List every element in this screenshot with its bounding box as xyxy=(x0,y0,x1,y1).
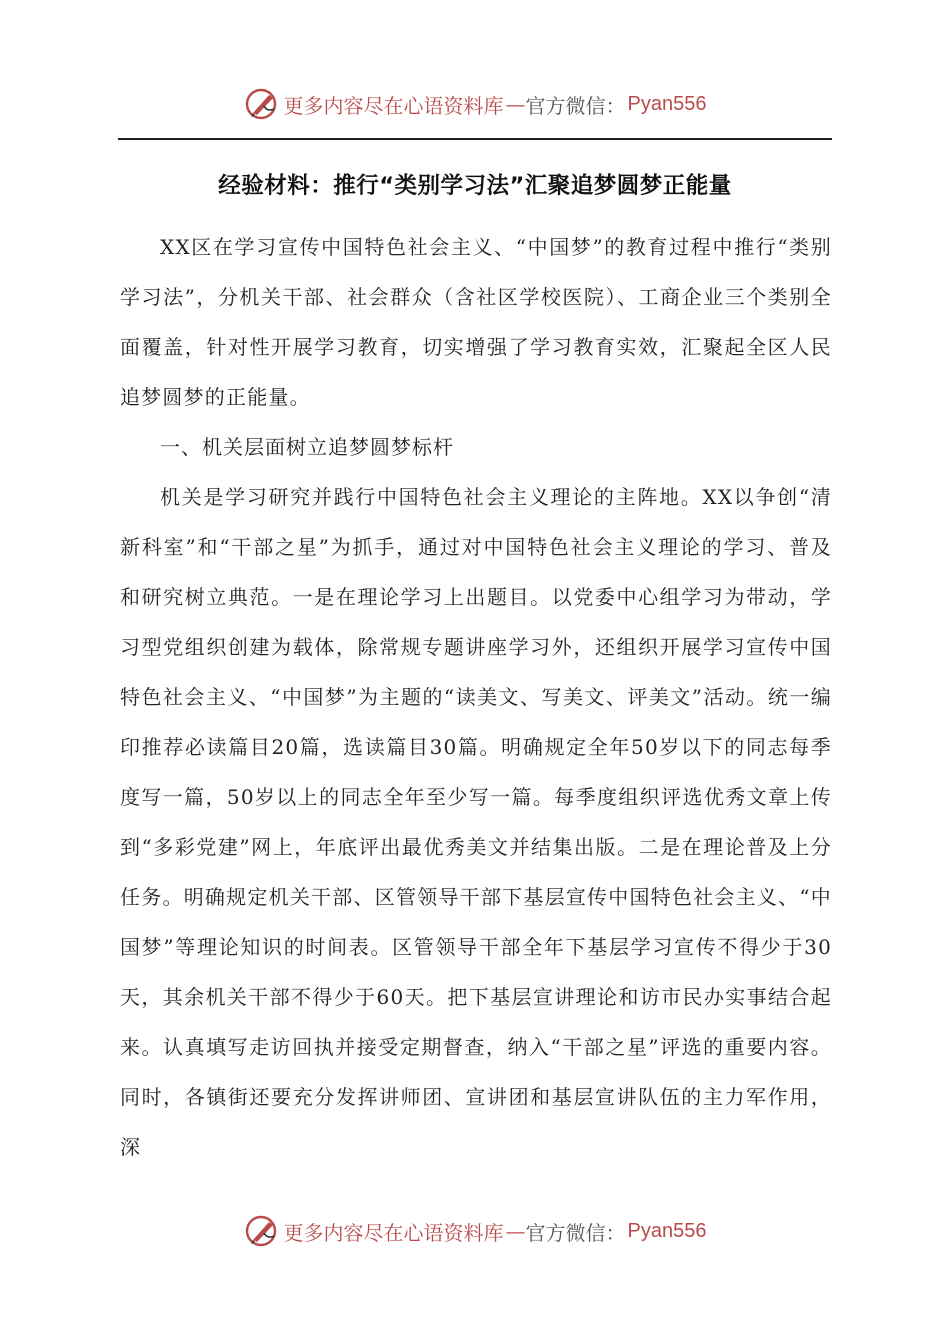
watermark-dash: — xyxy=(505,92,524,116)
section-heading: 一、机关层面树立追梦圆梦标杆 xyxy=(160,435,454,459)
section-paragraph: 机关是学习研究并践行中国特色社会主义理论的主阵地。XX以争创“清新科室”和“干部之星”为抓手，通过对中国特色社会主义理论的学习、普及和研究树立典范。一是在理论学习上出题目。以党委中心组学习为带动，学习型党组织创建为载体，除常规专题讲座学习外，还组织开展学习宣传中国特色社会主义、“中国梦”为主题的“读美文、写美文、评美文”活动。统一编印推荐必读篇目20篇，选读篇目30篇。明确规定全年50岁以下的同志每季度写一篇，50岁以上的同志全年至少写一篇。每季度组织评选优秀文章上传到“多彩党建”网上，年底评出最优秀美文并结集出版。二是在理论普及上分任务。明确规定机关干部、区管领导干部下基层宣传中国特色社会主义、“中国梦”等理论知识的时间表。区管领导干部全年下基层学习宣传不得少于30天，其余机关干部不得少于60天。把下基层宣讲理论和访市民办实事结合起来。认真填写走访回执并接受定期督查，纳入“干部之星”评选的重要内容。同时，各镇街还要充分发挥讲师团、宣讲团和基层宣讲队伍的主力军作用，深 xyxy=(120,485,832,1159)
header-watermark xyxy=(0,84,950,124)
pen-logo-icon xyxy=(244,1213,280,1249)
document-body xyxy=(120,222,832,1172)
pen-logo-icon xyxy=(244,86,280,122)
watermark-wechat-id: Pyan556 xyxy=(627,92,707,115)
header-divider xyxy=(118,138,832,140)
watermark-site: 更多内容尽在心语资料库 xyxy=(283,93,504,118)
watermark-label: 官方微信： xyxy=(525,1220,626,1245)
watermark-site: 更多内容尽在心语资料库 xyxy=(283,1220,504,1245)
intro-paragraph: XX区在学习宣传中国特色社会主义、“中国梦”的教育过程中推行“类别学习法”，分机关干部、社会群众（含社区学校医院）、工商企业三个类别全面覆盖，针对性开展学习教育，切实增强了学习教育实效，汇聚起全区人民追梦圆梦的正能量。 xyxy=(120,235,832,409)
footer-watermark xyxy=(0,1211,950,1251)
watermark-wechat-id: Pyan556 xyxy=(627,1219,707,1242)
document-title: 经验材料：推行“类别学习法”汇聚追梦圆梦正能量 xyxy=(218,173,732,199)
watermark-label: 官方微信： xyxy=(525,93,626,118)
watermark-dash: — xyxy=(505,1219,524,1243)
